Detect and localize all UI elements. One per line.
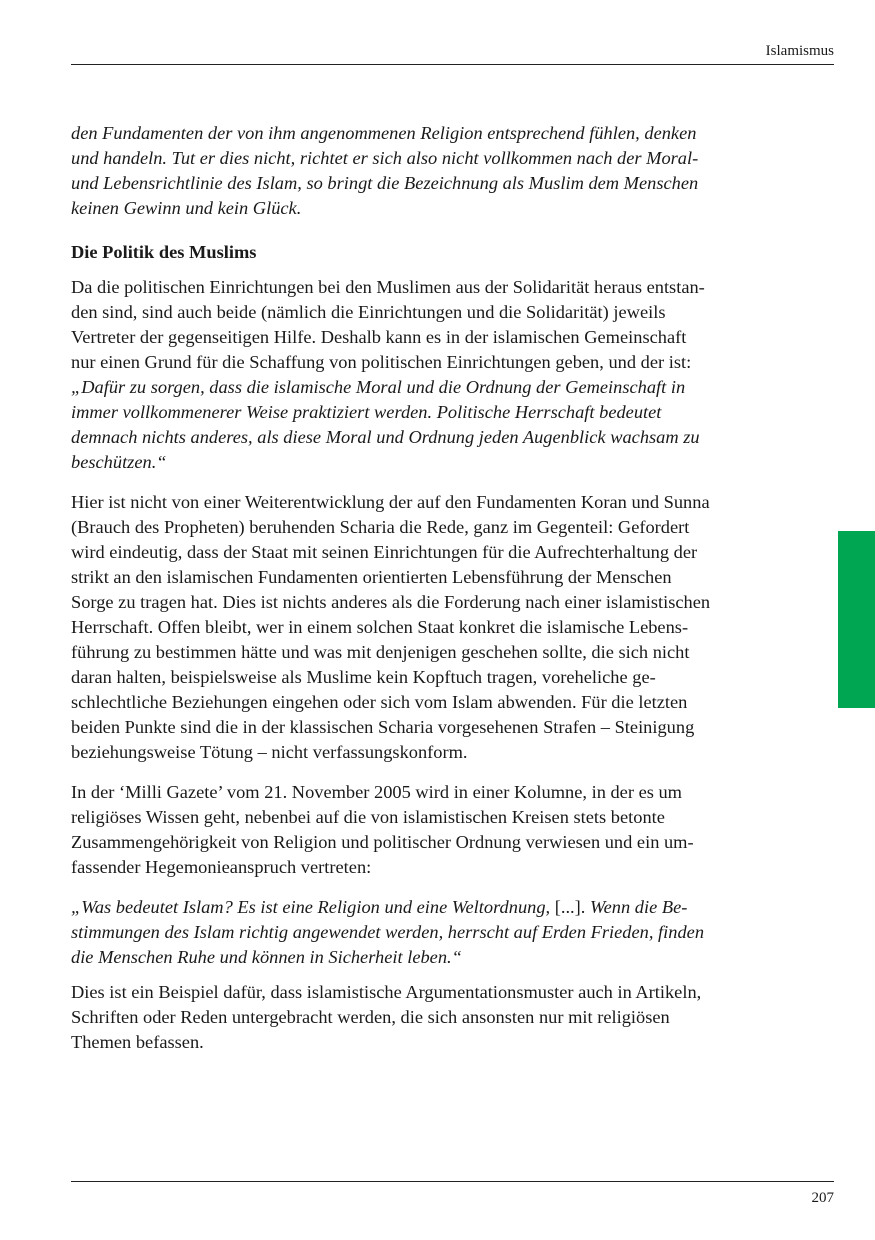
section-heading: Die Politik des Muslims bbox=[71, 242, 257, 262]
chapter-tab-marker bbox=[838, 531, 875, 708]
paragraph-continuation bbox=[71, 121, 787, 221]
text-line: den Fundamenten der von ihm angenommenen Religion entsprechend fühlen, denken bbox=[71, 123, 697, 143]
text-line: den sind, sind auch beide (nämlich die Einrichtungen und die Solidarität) jeweils bbox=[71, 302, 666, 322]
page-number: 207 bbox=[811, 1190, 834, 1206]
text-line: Themen befassen. bbox=[71, 1032, 204, 1052]
quote-ellipsis: [...]. bbox=[554, 897, 586, 917]
text-line: führung zu bestimmen hätte und was mit denjenigen geschehen sollte, die sich nicht bbox=[71, 642, 690, 662]
quote-paragraph bbox=[71, 895, 787, 970]
quote-text: die Menschen Ruhe und können in Sicherheit leben.“ bbox=[71, 947, 462, 967]
text-line: Vertreter der gegenseitigen Hilfe. Deshalb kann es in der islamischen Gemeinschaft bbox=[71, 327, 687, 347]
text-line: Zusammengehörigkeit von Religion und politischer Ordnung verwiesen und ein um- bbox=[71, 832, 694, 852]
text-line: nur einen Grund für die Schaffung von politischen Einrichtungen geben, und der ist: bbox=[71, 352, 692, 372]
text-line: Hier ist nicht von einer Weiterentwicklung der auf den Fundamenten Koran und Sunna bbox=[71, 492, 710, 512]
quote-text: „Was bedeutet Islam? Es ist eine Religion und eine Weltordnung, bbox=[71, 897, 551, 917]
paragraph-milli-gazete bbox=[71, 780, 787, 880]
text-line: religiöses Wissen geht, nebenbei auf die von islamistischen Kreisen stets betonte bbox=[71, 807, 665, 827]
text-line: und handeln. Tut er dies nicht, richtet er sich also nicht vollkommen nach der Moral- bbox=[71, 148, 699, 168]
text-line: Sorge zu tragen hat. Dies ist nichts anderes als die Forderung nach einer islamistischen bbox=[71, 592, 711, 612]
text-line: fassender Hegemonieanspruch vertreten: bbox=[71, 857, 372, 877]
paragraph-politics bbox=[71, 275, 787, 475]
text-line: strikt an den islamischen Fundamenten orientierten Lebensführung der Menschen bbox=[71, 567, 672, 587]
text-line: Dies ist ein Beispiel dafür, dass islamistische Argumentationsmuster auch in Artikeln, bbox=[71, 982, 702, 1002]
quote-line: beschützen.“ bbox=[71, 452, 167, 472]
running-header: Islamismus bbox=[765, 43, 834, 59]
quote-line: demnach nichts anderes, als diese Moral und Ordnung jeden Augenblick wachsam zu bbox=[71, 427, 700, 447]
text-line: In der ‘Milli Gazete’ vom 21. November 2005 wird in einer Kolumne, in der es um bbox=[71, 782, 682, 802]
page-body bbox=[71, 121, 787, 1055]
paragraph-conclusion bbox=[71, 980, 787, 1055]
text-line: Da die politischen Einrichtungen bei den Muslimen aus der Solidarität heraus entstan- bbox=[71, 277, 705, 297]
paragraph-scharia bbox=[71, 490, 787, 765]
text-line: wird eindeutig, dass der Staat mit seinen Einrichtungen für die Aufrechterhaltung der bbox=[71, 542, 698, 562]
quote-text: Wenn die Be- bbox=[589, 897, 688, 917]
text-line: Schriften oder Reden untergebracht werden, die sich ansonsten nur mit religiösen bbox=[71, 1007, 670, 1027]
text-line: Herrschaft. Offen bleibt, wer in einem solchen Staat konkret die islamische Lebens- bbox=[71, 617, 689, 637]
text-line: (Brauch des Propheten) beruhenden Scharia die Rede, ganz im Gegenteil: Gefordert bbox=[71, 517, 690, 537]
header-rule bbox=[71, 64, 834, 65]
text-line: beziehungsweise Tötung – nicht verfassungskonform. bbox=[71, 742, 468, 762]
footer-rule bbox=[71, 1181, 834, 1182]
text-line: keinen Gewinn und kein Glück. bbox=[71, 198, 302, 218]
text-line: schlechtliche Beziehungen eingehen oder sich vom Islam abwenden. Für die letzten bbox=[71, 692, 688, 712]
quote-line: „Dafür zu sorgen, dass die islamische Moral und die Ordnung der Gemeinschaft in bbox=[71, 377, 686, 397]
text-line: beiden Punkte sind die in der klassischen Scharia vorgesehenen Strafen – Steinigung bbox=[71, 717, 695, 737]
text-line: daran halten, beispielsweise als Muslime kein Kopftuch tragen, voreheliche ge- bbox=[71, 667, 656, 687]
quote-line: immer vollkommenerer Weise praktiziert werden. Politische Herrschaft bedeutet bbox=[71, 402, 662, 422]
quote-text: stimmungen des Islam richtig angewendet werden, herrscht auf Erden Frieden, finden bbox=[71, 922, 705, 942]
text-line: und Lebensrichtlinie des Islam, so bringt die Bezeichnung als Muslim dem Menschen bbox=[71, 173, 699, 193]
